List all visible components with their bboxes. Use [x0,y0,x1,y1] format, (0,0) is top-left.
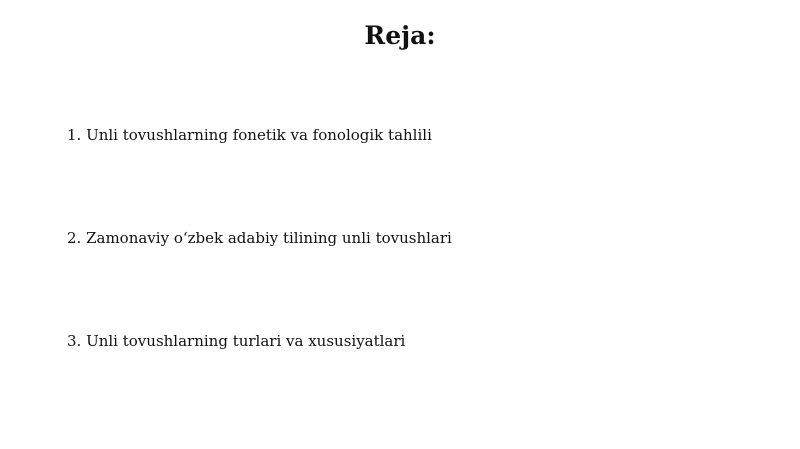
plan-item-1: 1. Unli tovushlarning fonetik va fonologik tahlili [67,126,432,144]
slide-title: Reja: [364,21,436,50]
plan-item-3: 3. Unli tovushlarning turlari va xususiyatlari [67,332,406,350]
plan-item-2: 2. Zamonaviy o‘zbek adabiy tilining unli tovushlari [67,229,452,247]
